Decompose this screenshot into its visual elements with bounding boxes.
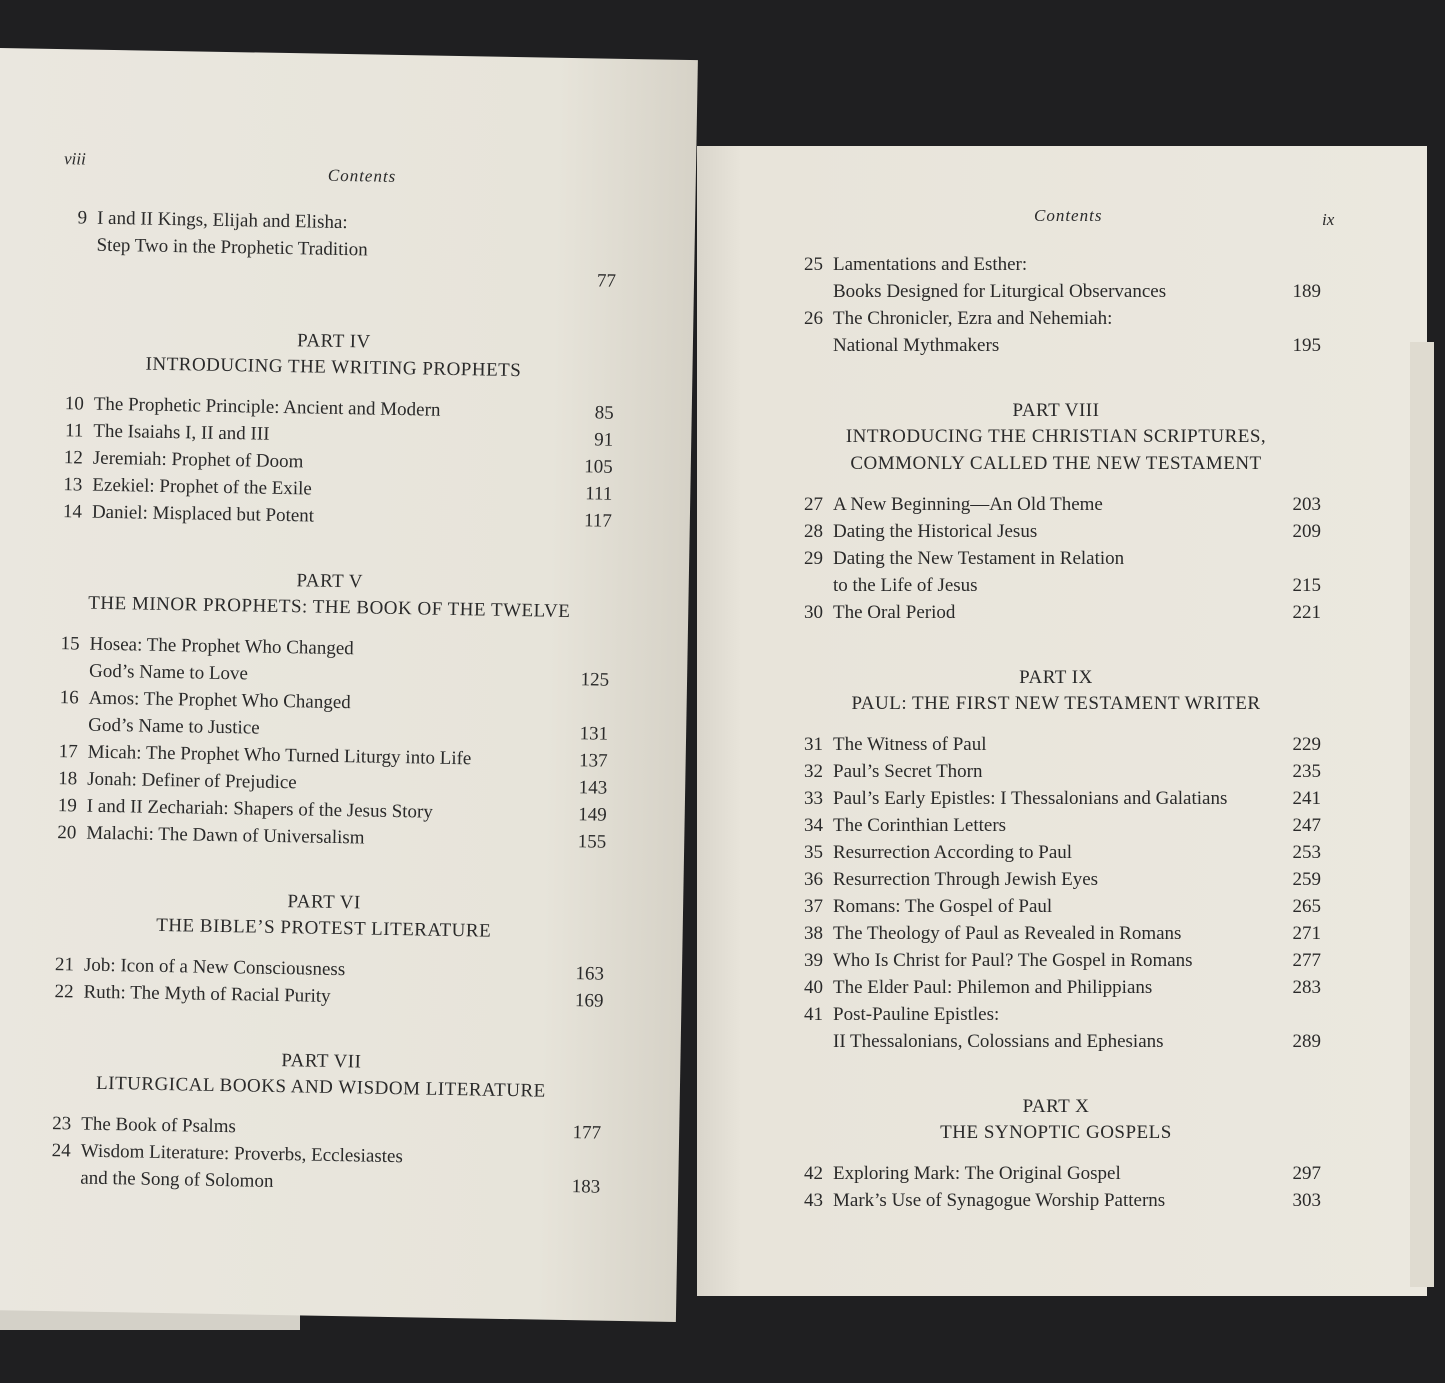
part-title: THE BIBLE’S PROTEST LITERATURE <box>156 914 492 942</box>
entry-title: Dating the Historical Jesus <box>833 521 1038 542</box>
part-title-continued: COMMONLY CALLED THE NEW TESTAMENT <box>850 453 1262 474</box>
entry-title: Who Is Christ for Paul? The Gospel in Romans <box>833 950 1193 971</box>
entry-title: Job: Icon of a New Consciousness <box>83 954 346 981</box>
entry-title: Dating the New Testament in Relation <box>833 548 1125 569</box>
part-heading <box>48 566 611 629</box>
entry-page: 131 <box>579 723 609 745</box>
entry-page: 283 <box>1292 977 1321 998</box>
toc-entry[interactable] <box>791 548 1321 602</box>
entry-page: 271 <box>1292 923 1321 944</box>
entry-title: Amos: The Prophet Who Changed <box>88 687 351 714</box>
part-label: PART VI <box>287 891 361 914</box>
entry-page: 265 <box>1292 896 1321 917</box>
entry-title-continued: Step Two in the Prophetic Tradition <box>96 234 368 261</box>
entry-page: 149 <box>578 804 607 826</box>
toc-entry[interactable] <box>791 788 1321 815</box>
toc-entry[interactable] <box>791 1190 1321 1217</box>
part-label: PART V <box>296 570 364 593</box>
entry-title: A New Beginning—An Old Theme <box>833 494 1103 515</box>
page-stack-edge <box>1410 342 1434 1287</box>
entry-page: 91 <box>594 429 614 451</box>
toc-entry[interactable] <box>38 1140 601 1204</box>
toc-entry[interactable] <box>791 950 1321 977</box>
entry-title: Lamentations and Esther: <box>833 254 1028 275</box>
entry-title-continued: to the Life of Jesus <box>833 575 978 596</box>
entry-page: 229 <box>1292 734 1321 755</box>
entry-number: 27 <box>804 494 823 515</box>
entry-page: 209 <box>1292 521 1321 542</box>
part-label: PART IV <box>296 330 371 353</box>
part-label: PART IX <box>1019 667 1093 688</box>
entry-page: 297 <box>1292 1163 1321 1184</box>
entry-page: 105 <box>584 456 613 478</box>
entry-number: 29 <box>804 548 823 569</box>
entry-number: 23 <box>52 1113 72 1135</box>
entry-number: 20 <box>57 822 77 844</box>
entry-number: 15 <box>60 633 80 655</box>
entry-title: Resurrection According to Paul <box>833 842 1073 863</box>
toc-entry[interactable] <box>47 633 610 697</box>
part-title: PAUL: THE FIRST NEW TESTAMENT WRITER <box>851 693 1261 714</box>
entry-page: 169 <box>574 990 604 1012</box>
entry-page: 137 <box>578 750 608 772</box>
entry-title: The Prophetic Principle: Ancient and Modern <box>93 393 441 421</box>
entry-title-continued: II Thessalonians, Colossians and Ephesians <box>833 1031 1164 1052</box>
entry-number: 42 <box>804 1163 823 1184</box>
entry-number: 39 <box>804 950 823 971</box>
entry-title: Hosea: The Prophet Who Changed <box>89 633 354 660</box>
entry-title: Mark’s Use of Synagogue Worship Patterns <box>833 1190 1166 1211</box>
entry-title: The Witness of Paul <box>833 734 987 755</box>
entry-number: 25 <box>804 254 823 275</box>
toc-right <box>791 254 1321 1217</box>
toc-entry[interactable] <box>46 687 609 751</box>
entry-page: 247 <box>1292 815 1321 836</box>
entry-title-continued: Books Designed for Liturgical Observances <box>833 281 1167 302</box>
left-page <box>0 48 698 1322</box>
entry-page: 143 <box>578 777 608 799</box>
entry-number: 21 <box>54 954 75 976</box>
entry-number: 14 <box>62 501 83 523</box>
entry-title: Ezekiel: Prophet of the Exile <box>92 474 313 500</box>
running-head-right: Contents <box>1034 206 1103 225</box>
entry-number: 17 <box>58 741 78 763</box>
entry-page: 77 <box>596 270 617 292</box>
entry-title: Ruth: The Myth of Racial Purity <box>83 981 331 1007</box>
toc-entry[interactable] <box>54 207 617 298</box>
entry-title: Jeremiah: Prophet of Doom <box>92 447 304 473</box>
page-number-left: viii <box>63 149 86 169</box>
part-title: THE SYNOPTIC GOSPELS <box>940 1122 1172 1143</box>
part-title: INTRODUCING THE WRITING PROPHETS <box>145 353 522 382</box>
entry-page: 111 <box>585 483 613 505</box>
entry-number: 34 <box>804 815 823 836</box>
entry-number: 10 <box>64 393 84 415</box>
entry-title: The Isaiahs I, II and III <box>93 420 270 445</box>
toc-entry[interactable] <box>791 896 1321 923</box>
entry-title: Micah: The Prophet Who Turned Liturgy into Life <box>87 741 472 770</box>
entry-title: The Oral Period <box>833 602 956 623</box>
part-label: PART X <box>1022 1096 1090 1117</box>
entry-number: 9 <box>77 207 88 229</box>
entry-title: Wisdom Literature: Proverbs, Ecclesiastes <box>80 1140 404 1168</box>
entry-number: 33 <box>804 788 823 809</box>
entry-number: 36 <box>804 869 823 890</box>
entry-page: 303 <box>1292 1190 1321 1211</box>
entry-title: The Theology of Paul as Revealed in Romans <box>833 923 1182 944</box>
part-heading <box>40 1046 603 1109</box>
toc-entry[interactable] <box>791 815 1321 842</box>
entry-title: Resurrection Through Jewish Eyes <box>833 869 1099 890</box>
entry-title: Paul’s Secret Thorn <box>833 761 983 782</box>
right-page <box>697 146 1427 1296</box>
entry-number: 35 <box>804 842 823 863</box>
entry-number: 37 <box>804 896 823 917</box>
entry-title-continued: God’s Name to Justice <box>88 714 260 739</box>
entry-number: 28 <box>804 521 823 542</box>
entry-number: 19 <box>57 795 77 817</box>
entry-title: The Elder Paul: Philemon and Philippians <box>833 977 1153 998</box>
part-heading <box>791 1096 1321 1149</box>
toc-entry[interactable] <box>791 869 1321 896</box>
entry-page: 235 <box>1292 761 1321 782</box>
part-heading <box>52 326 615 389</box>
entry-number: 30 <box>804 602 823 623</box>
entry-page: 289 <box>1292 1031 1321 1052</box>
entry-number: 13 <box>63 474 83 496</box>
entry-number: 32 <box>804 761 823 782</box>
entry-title: Jonah: Definer of Prejudice <box>87 768 297 794</box>
toc-entry[interactable] <box>791 842 1321 869</box>
toc-entry[interactable] <box>791 977 1321 1004</box>
toc-left <box>38 207 617 1204</box>
entry-number: 41 <box>804 1004 823 1025</box>
entry-page: 259 <box>1292 869 1321 890</box>
entry-page: 117 <box>583 510 613 532</box>
entry-page: 277 <box>1292 950 1321 971</box>
entry-page: 253 <box>1292 842 1321 863</box>
toc-entry[interactable] <box>791 494 1321 521</box>
entry-page: 195 <box>1292 335 1321 356</box>
entry-page: 125 <box>580 669 610 691</box>
entry-title: The Corinthian Letters <box>833 815 1007 836</box>
toc-entry[interactable] <box>791 1004 1321 1058</box>
entry-number: 26 <box>804 308 823 329</box>
entry-page: 203 <box>1292 494 1321 515</box>
entry-page: 221 <box>1292 602 1321 623</box>
part-heading <box>791 667 1321 720</box>
entry-number: 31 <box>804 734 823 755</box>
toc-entry[interactable] <box>791 602 1321 629</box>
toc-entry[interactable] <box>791 1163 1321 1190</box>
entry-number: 24 <box>51 1140 71 1162</box>
entry-title: Romans: The Gospel of Paul <box>833 896 1053 917</box>
entry-number: 22 <box>54 981 74 1003</box>
running-head-left: Contents <box>327 165 397 186</box>
entry-title: I and II Kings, Elijah and Elisha: <box>96 207 348 234</box>
entry-title-continued: and the Song of Solomon <box>80 1167 274 1192</box>
entry-number: 16 <box>59 687 79 709</box>
part-heading <box>42 887 605 950</box>
entry-title: The Chronicler, Ezra and Nehemiah: <box>833 308 1113 329</box>
entry-page: 189 <box>1292 281 1321 302</box>
entry-title: Daniel: Misplaced but Potent <box>91 501 315 527</box>
part-title: INTRODUCING THE CHRISTIAN SCRIPTURES, <box>845 426 1267 447</box>
entry-number: 11 <box>64 420 84 442</box>
entry-number: 40 <box>804 977 823 998</box>
part-label: PART VIII <box>1012 400 1100 421</box>
part-title: THE MINOR PROPHETS: THE BOOK OF THE TWELVE <box>88 592 571 623</box>
entry-title: Malachi: The Dawn of Universalism <box>86 822 365 849</box>
entry-page: 177 <box>572 1122 602 1144</box>
entry-page: 155 <box>577 831 607 853</box>
entry-page: 215 <box>1292 575 1321 596</box>
entry-number: 12 <box>63 447 84 469</box>
part-title: LITURGICAL BOOKS AND WISDOM LITERATURE <box>95 1072 546 1102</box>
entry-title: Paul’s Early Epistles: I Thessalonians and Galatians <box>833 788 1228 809</box>
entry-title-continued: God’s Name to Love <box>88 660 249 685</box>
entry-title: I and II Zechariah: Shapers of the Jesus Story <box>86 795 434 823</box>
entry-title: The Book of Psalms <box>81 1113 237 1138</box>
toc-entry[interactable] <box>791 761 1321 788</box>
entry-number: 38 <box>804 923 823 944</box>
toc-entry[interactable] <box>791 734 1321 761</box>
entry-title: Post-Pauline Epistles: <box>833 1004 1000 1025</box>
toc-entry[interactable] <box>791 521 1321 548</box>
entry-page: 85 <box>594 402 614 424</box>
page-number-right: ix <box>1322 210 1335 229</box>
entry-page: 241 <box>1292 788 1321 809</box>
entry-title-continued: National Mythmakers <box>833 335 1000 356</box>
part-label: PART VII <box>281 1050 362 1073</box>
part-heading <box>791 400 1321 480</box>
toc-entry[interactable] <box>791 254 1321 308</box>
entry-number: 43 <box>804 1190 823 1211</box>
entry-title: Exploring Mark: The Original Gospel <box>833 1163 1121 1184</box>
entry-page: 163 <box>575 963 605 985</box>
toc-entry[interactable] <box>791 923 1321 950</box>
toc-entry[interactable] <box>791 308 1321 362</box>
entry-page: 183 <box>571 1176 601 1198</box>
entry-number: 18 <box>58 768 78 790</box>
